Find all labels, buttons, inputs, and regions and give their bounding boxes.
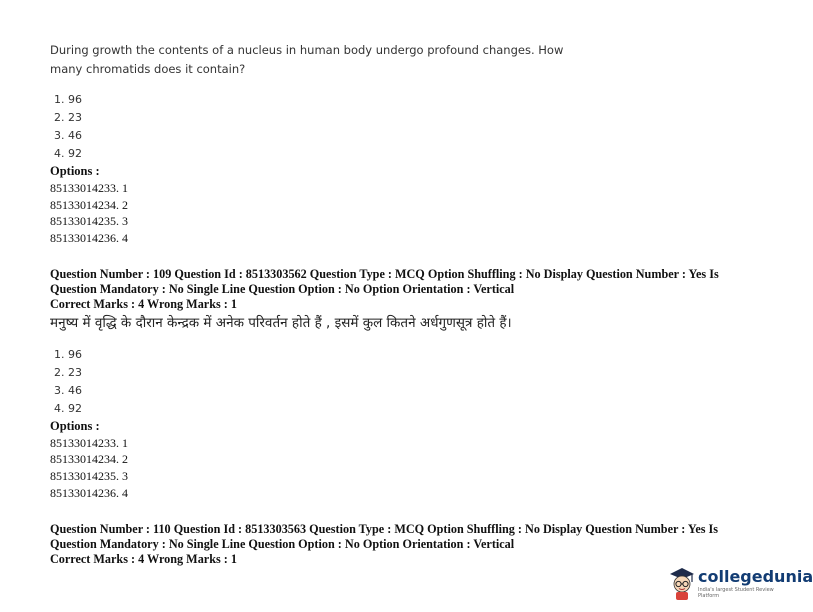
choice-item: 3. 46 — [54, 129, 82, 142]
option-id: 85133014236. 4 — [50, 231, 128, 245]
question-meta-line1: Question Number : 110 Question Id : 8513303563 Question Type : MCQ Option Shuffling : No Display Question Number : Yes Is — [50, 522, 719, 536]
collegedunia-logo — [668, 565, 813, 603]
choice-item: 4. 92 — [54, 147, 82, 160]
option-id: 85133014233. 1 — [50, 436, 128, 450]
option-id: 85133014236. 4 — [50, 486, 128, 500]
choice-item: 3. 46 — [54, 384, 82, 397]
choice-item: 2. 23 — [54, 111, 82, 124]
choice-item: 4. 92 — [54, 402, 82, 415]
option-id: 85133014234. 2 — [50, 452, 128, 466]
logo-tagline: India's largest Student Review Platform — [698, 587, 774, 599]
options-label: Options : — [50, 419, 100, 433]
option-id: 85133014235. 3 — [50, 469, 128, 483]
option-id: 85133014234. 2 — [50, 198, 128, 212]
question-marks: Correct Marks : 4 Wrong Marks : 1 — [50, 297, 237, 311]
question-meta-line2: Question Mandatory : No Single Line Question Option : No Option Orientation : Vertical — [50, 537, 515, 551]
choice-item: 2. 23 — [54, 366, 82, 379]
graduate-mascot-icon — [668, 565, 696, 606]
choice-item: 1. 96 — [54, 348, 82, 361]
option-id: 85133014235. 3 — [50, 214, 128, 228]
choice-item: 1. 96 — [54, 93, 82, 106]
logo-name: collegedunia — [698, 567, 813, 586]
question-text-line2: many chromatids does it contain? — [50, 62, 246, 76]
question-text-hindi: मनुष्य में वृद्धि के दौरान केन्द्रक में अनेक परिवर्तन होते हैं , इसमें कुल कितने अर्धगुणसूत्र होते हैं। — [50, 315, 512, 331]
question-meta-line2: Question Mandatory : No Single Line Question Option : No Option Orientation : Vertical — [50, 282, 515, 296]
option-id: 85133014233. 1 — [50, 181, 128, 195]
question-text-line1: During growth the contents of a nucleus in human body undergo profound changes. How — [50, 43, 564, 57]
question-meta-line1: Question Number : 109 Question Id : 8513303562 Question Type : MCQ Option Shuffling : No Display Question Number : Yes Is — [50, 267, 719, 281]
options-label: Options : — [50, 164, 100, 178]
question-marks: Correct Marks : 4 Wrong Marks : 1 — [50, 552, 237, 566]
